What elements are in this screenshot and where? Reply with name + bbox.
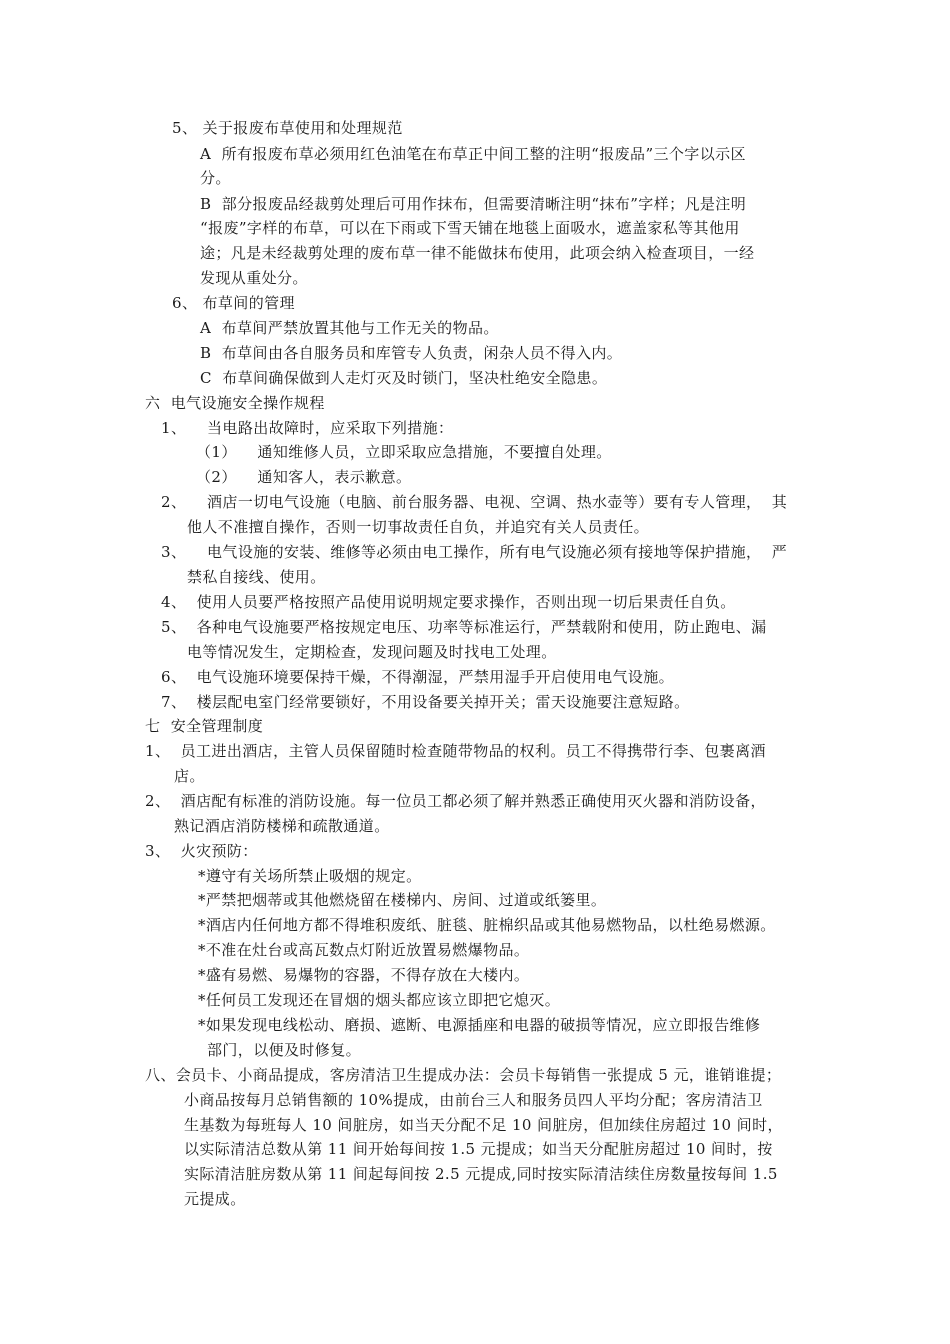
bullet-item: *如果发现电线松动、磨损、遮断、电源插座和电器的破损等情况，应立即报告维修 (198, 1016, 761, 1034)
paragraph-line: B 部分报废品经裁剪处理后可用作抹布，但需要清晰注明“抹布”字样；凡是注明 (200, 195, 747, 213)
paragraph-line: 电等情况发生，定期检查，发现问题及时找电工处理。 (187, 643, 557, 661)
list-item: 1、 当电路出故障时，应采取下列措施： (161, 419, 454, 437)
paragraph-line: 发现从重处分。 (200, 269, 308, 287)
paragraph-line: 元提成。 (184, 1190, 246, 1208)
list-subitem: （2） 通知客人，表示歉意。 (196, 468, 412, 486)
paragraph-line: 小商品按每月总销售额的 10%提成，由前台三人和服务员四人平均分配；客房清洁卫 (184, 1091, 763, 1109)
list-item: 7、 楼层配电室门经常要锁好，不用设备要关掉开关；雷天设施要注意短路。 (161, 693, 690, 711)
list-subitem: （1） 通知维修人员，立即采取应急措施，不要擅自处理。 (196, 443, 612, 461)
bullet-item: *不准在灶台或高瓦数点灯附近放置易燃爆物品。 (198, 941, 530, 959)
chapter-8-paragraph: 八、会员卡、小商品提成，客房清洁卫生提成办法：会员卡每销售一张提成 5 元，谁销谁提； (145, 1066, 782, 1084)
list-item: 6、 电气设施环境要保持干燥，不得潮湿，严禁用湿手开启使用电气设施。 (161, 668, 675, 686)
bullet-item: *任何员工发现还在冒烟的烟头都应该立即把它熄灭。 (198, 991, 561, 1009)
bullet-item: *遵守有关场所禁止吸烟的规定。 (198, 867, 422, 885)
paragraph-line: A 布草间严禁放置其他与工作无关的物品。 (200, 319, 499, 337)
list-item: 5、 各种电气设施要严格按规定电压、功率等标准运行，严禁载附和使用，防止跑电、漏 (161, 618, 767, 636)
list-item: 2、 酒店配有标准的消防设施。每一位员工都必须了解并熟悉正确使用灭火器和消防设备， (145, 792, 766, 810)
section-5-heading: 5、 关于报废布草使用和处理规范 (172, 119, 403, 137)
bullet-item: *盛有易燃、易爆物的容器，不得存放在大楼内。 (198, 966, 530, 984)
list-item: 2、 酒店一切电气设施（电脑、前台服务器、电视、空调、热水壶等）要有专人管理， 其 (161, 493, 788, 511)
paragraph-line: 分。 (200, 169, 231, 187)
paragraph-line: C 布草间确保做到人走灯灭及时锁门，坚决杜绝安全隐患。 (200, 369, 608, 387)
paragraph-line: 禁私自接线、使用。 (187, 568, 326, 586)
paragraph-line: 部门，以便及时修复。 (207, 1041, 362, 1059)
list-item: 3、 火灾预防： (145, 842, 258, 860)
list-item: 3、 电气设施的安装、维修等必须由电工操作，所有电气设施必须有接地等保护措施， 严 (161, 543, 788, 561)
paragraph-line: 实际清洁脏房数从第 11 间起每间按 2.5 元提成,同时按实际清洁续住房数量按每间 1.5 (184, 1165, 778, 1183)
paragraph-line: B 布草间由各自服务员和库管专人负责，闲杂人员不得入内。 (200, 344, 623, 362)
paragraph-line: 他人不准擅自操作，否则一切事故责任自负，并追究有关人员责任。 (187, 518, 650, 536)
bullet-item: *酒店内任何地方都不得堆积废纸、脏毯、脏棉织品或其他易燃物品，以杜绝易燃源。 (198, 916, 776, 934)
bullet-item: *严禁把烟蒂或其他燃烧留在楼梯内、房间、过道或纸篓里。 (198, 891, 607, 909)
paragraph-line: A 所有报废布草必须用红色油笔在布草正中间工整的注明“报废品”三个字以示区 (200, 145, 746, 163)
paragraph-line: 以实际清洁总数从第 11 间开始每间按 1.5 元提成；如当天分配脏房超过 10 间时，按 (184, 1140, 773, 1158)
list-item: 1、 员工进出酒店，主管人员保留随时检查随带物品的权利。员工不得携带行李、包裹离酒 (145, 742, 766, 760)
chapter-7-title: 七 安全管理制度 (145, 717, 264, 735)
list-item: 4、 使用人员要严格按照产品使用说明规定要求操作，否则出现一切后果责任自负。 (161, 593, 736, 611)
paragraph-line: 熟记酒店消防楼梯和疏散通道。 (174, 817, 390, 835)
paragraph-line: 生基数为每班每人 10 间脏房，如当天分配不足 10 间脏房，但加续住房超过 10 间时， (184, 1116, 783, 1134)
paragraph-line: “报废”字样的布草，可以在下雨或下雪天铺在地毯上面吸水，遮盖家私等其他用 (200, 219, 740, 237)
paragraph-line: 途；凡是未经裁剪处理的废布草一律不能做抹布使用，此项会纳入检查项目，一经 (200, 244, 755, 262)
section-6-heading: 6、 布草间的管理 (172, 294, 295, 312)
paragraph-line: 店。 (174, 767, 205, 785)
chapter-6-title: 六 电气设施安全操作规程 (145, 394, 325, 412)
